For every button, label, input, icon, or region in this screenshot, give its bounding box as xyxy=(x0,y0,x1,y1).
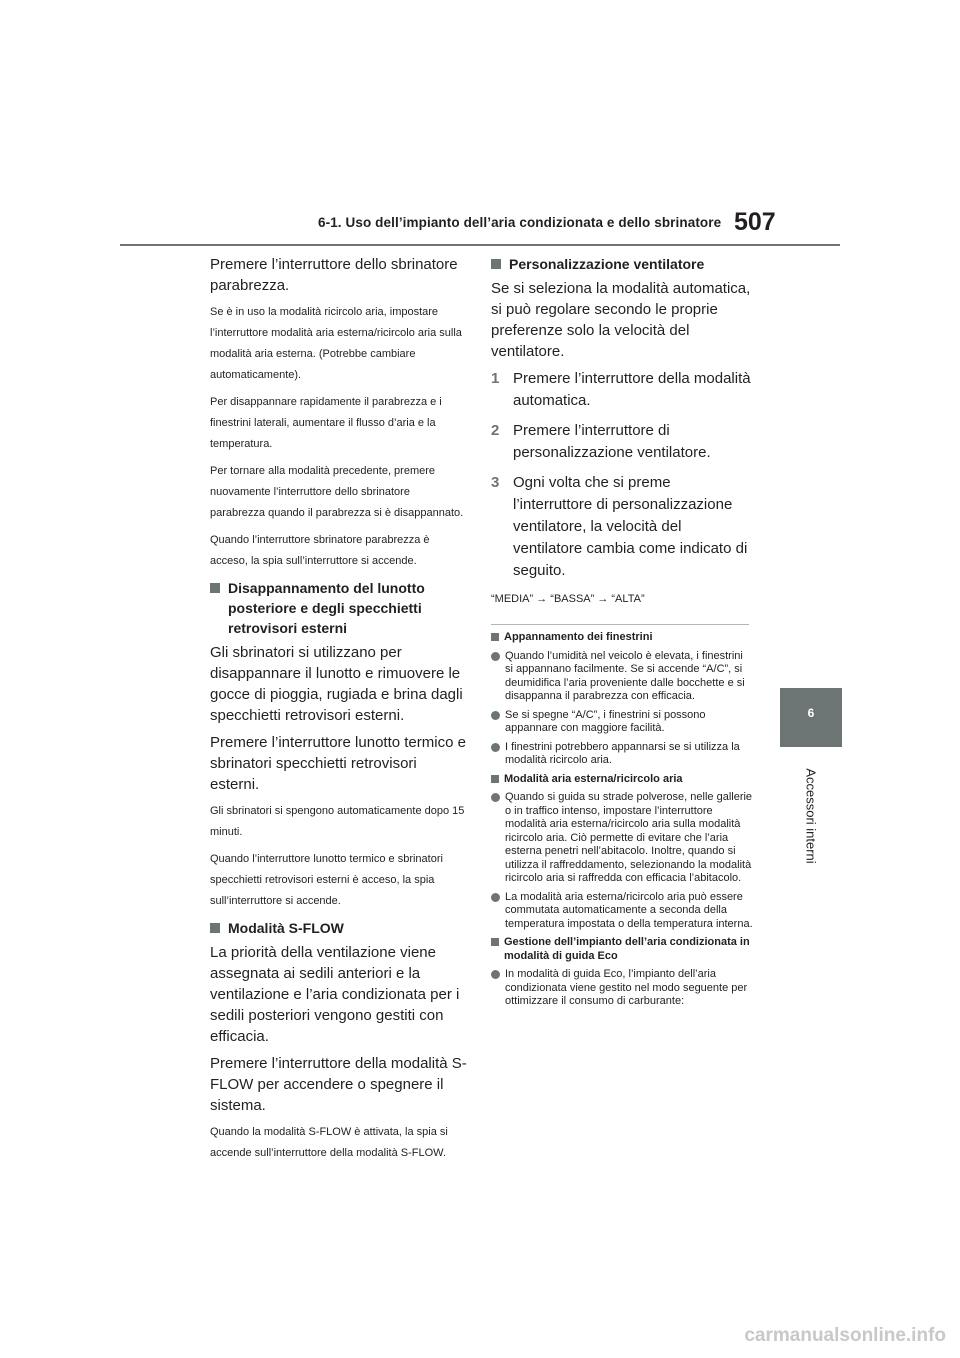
square-bullet-icon xyxy=(210,583,220,593)
chapter-number: 6 xyxy=(807,706,815,720)
circle-bullet-icon xyxy=(491,652,500,661)
step-number: 2 xyxy=(491,422,500,439)
info-text: Per tornare alla modalità precedente, premere nuovamente l’interruttore dello sbrinatore parabrezza quando il parabrezza si è disappannato. xyxy=(210,465,464,519)
info-text: Quando l’interruttore sbrinatore parabrezza è acceso, la spia sull’interruttore si accende. xyxy=(210,534,430,567)
speed-sequence: “MEDIA” → “BASSA” → “ALTA” xyxy=(491,593,645,605)
info-text: Se è in uso la modalità ricircolo aria, impostare l’interruttore modalità aria esterna/ricircolo aria sulla modalità aria esterna. (Potrebbe cambiare automaticamente). xyxy=(210,306,462,381)
bullet-text: La modalità aria esterna/ricircolo aria può essere commutata automaticamente a seconda della temperatura impostata o della temperatura interna. xyxy=(505,890,753,930)
chapter-label: Accessori interni xyxy=(803,768,819,864)
step-item xyxy=(491,420,753,464)
page-header xyxy=(0,0,960,250)
bullet-item xyxy=(491,791,753,886)
heading-text: Modalità S-FLOW xyxy=(228,920,344,936)
info-text: Per disappannare rapidamente il parabrezza e i finestrini laterali, aumentare il flusso d’aria e la temperatura. xyxy=(210,396,442,450)
step-item xyxy=(491,368,753,412)
step-item xyxy=(491,472,753,582)
step-text: Premere l’interruttore di personalizzazione ventilatore. xyxy=(513,422,711,461)
square-bullet-icon xyxy=(210,923,220,933)
note-heading-text: Modalità aria esterna/ricircolo aria xyxy=(504,772,683,785)
note-heading xyxy=(491,631,753,645)
bullet-text: Quando si guida su strade polverose, nelle gallerie o in traffico intenso, impostare l’interruttore modalità aria esterna/ricircolo aria sulla modalità ricircolo aria. Ciò permette di evitare che l’aria esterna penetri nell’abitacolo. Inoltre, quando si utilizza il raffreddamento, selezionando la modalità ricircolo aria si raffredda con efficacia l’abitacolo. xyxy=(505,791,753,884)
page-number: 507 xyxy=(734,208,776,236)
section-title: 6-1. Uso dell’impianto dell’aria condizionata e dello sbrinatore xyxy=(318,215,722,230)
circle-bullet-icon xyxy=(491,970,500,979)
note-heading-text: Gestione dell’impianto dell’aria condizionata in modalità di guida Eco xyxy=(504,936,750,962)
bullet-item xyxy=(491,968,753,1009)
note-heading xyxy=(491,936,753,963)
section-heading xyxy=(210,918,468,938)
bullet-text: In modalità di guida Eco, l’impianto dell’aria condizionata viene gestito nel modo seguente per ottimizzare il consumo di carburante: xyxy=(505,968,748,1007)
instruction-text: Premere l’interruttore della modalità S-FLOW per accendere o spegnere il sistema. xyxy=(210,1055,467,1114)
body-text: La priorità della ventilazione viene assegnata ai sedili anteriori e la ventilazione e l’aria condizionata per i sedili posteriori vengono gestiti con efficacia. xyxy=(210,944,460,1045)
bullet-text: I finestrini potrebbero appannarsi se si utilizza la modalità ricircolo aria. xyxy=(505,740,740,766)
watermark: carmanualsonline.info xyxy=(744,1325,946,1346)
bullet-item xyxy=(491,709,753,736)
bullet-text: Se si spegne “A/C”, i finestrini si possono appannare con maggiore facilità. xyxy=(505,708,706,734)
step-number: 1 xyxy=(491,370,500,387)
square-bullet-icon xyxy=(491,938,499,946)
note-heading xyxy=(491,773,753,787)
section-heading xyxy=(210,578,468,638)
info-text: Quando l’interruttore lunotto termico e sbrinatori specchietti retrovisori esterni è acceso, la spia sull’interruttore si accende. xyxy=(210,853,443,907)
body-text: Gli sbrinatori si utilizzano per disappannare il lunotto e rimuovere le gocce di pioggia, rugiada e brina dagli specchietti retrovisori esterni. xyxy=(210,644,463,724)
chapter-tab xyxy=(780,688,842,747)
heading-text: Disappannamento del lunotto posteriore e degli specchietti retrovisori esterni xyxy=(228,580,425,636)
body-text: Se si seleziona la modalità automatica, si può regolare secondo le proprie preferenze solo la velocità del ventilatore. xyxy=(491,280,751,360)
circle-bullet-icon xyxy=(491,793,500,802)
bullet-text: Quando l’umidità nel veicolo è elevata, i finestrini si appannano facilmente. Se si accende “A/C”, si deumidifica l’aria proveniente dalle bocchette e si disappanna il parabrezza con efficacia. xyxy=(505,649,745,702)
note-heading-text: Appannamento dei finestrini xyxy=(504,631,653,643)
step-number: 3 xyxy=(491,474,500,491)
circle-bullet-icon xyxy=(491,711,500,720)
square-bullet-icon xyxy=(491,633,499,641)
circle-bullet-icon xyxy=(491,743,500,752)
square-bullet-icon xyxy=(491,775,499,783)
bullet-item xyxy=(491,650,753,704)
bullet-item xyxy=(491,741,753,768)
step-text: Premere l’interruttore della modalità automatica. xyxy=(513,370,751,409)
step-text: Ogni volta che si preme l’interruttore di personalizzazione ventilatore, la velocità del ventilatore cambia come indicato di seguito. xyxy=(513,474,748,579)
square-bullet-icon xyxy=(491,259,501,269)
instruction-text: Premere l’interruttore lunotto termico e sbrinatori specchietti retrovisori esterni. xyxy=(210,734,466,793)
header-divider xyxy=(120,244,840,246)
instruction-text: Premere l’interruttore dello sbrinatore parabrezza. xyxy=(210,256,458,294)
info-text: Quando la modalità S-FLOW è attivata, la spia si accende sull’interruttore della modalità S-FLOW. xyxy=(210,1126,448,1159)
info-text: Gli sbrinatori si spengono automaticamente dopo 15 minuti. xyxy=(210,805,465,838)
bullet-item xyxy=(491,891,753,932)
heading-text: Personalizzazione ventilatore xyxy=(509,256,705,272)
circle-bullet-icon xyxy=(491,893,500,902)
section-heading xyxy=(491,254,753,274)
right-column xyxy=(491,254,753,1014)
left-column xyxy=(210,254,468,1170)
notes-divider xyxy=(491,624,749,625)
